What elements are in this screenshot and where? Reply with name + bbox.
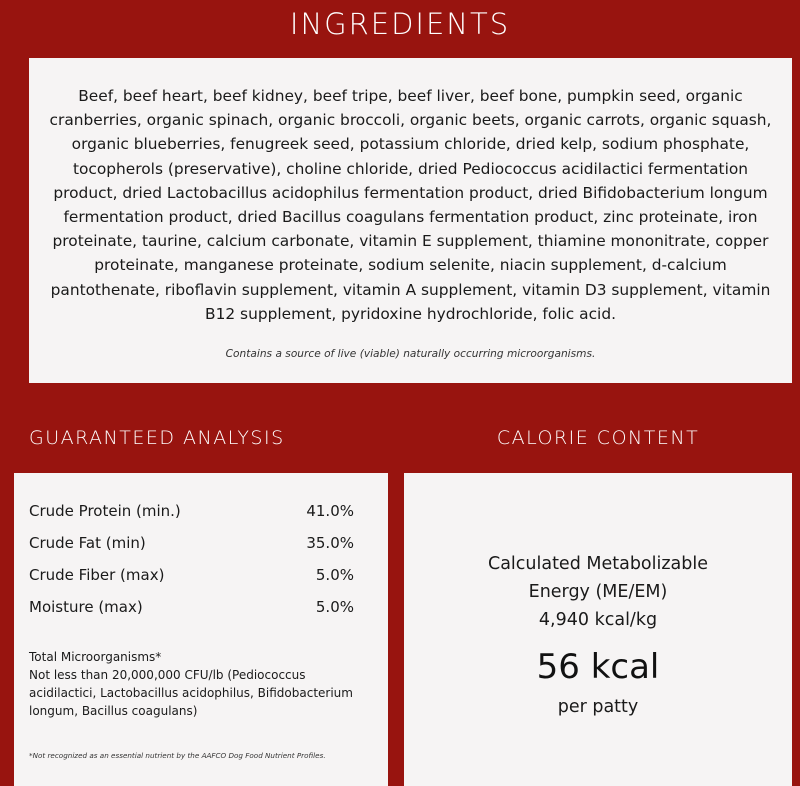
analysis-label: Crude Fat (min)	[29, 534, 146, 552]
analysis-row-protein	[29, 499, 354, 523]
calorie-content-heading: CALORIE CONTENT	[496, 427, 700, 449]
analysis-value: 5.0%	[315, 598, 354, 616]
analysis-value: 41.0%	[306, 502, 354, 520]
ingredients-panel	[29, 58, 792, 383]
guaranteed-analysis-panel	[14, 473, 388, 786]
energy-value: 4,940 kcal/kg	[538, 610, 658, 630]
per-patty-label: per patty	[557, 697, 639, 717]
energy-line-1: Calculated Metabolizable	[487, 554, 709, 574]
ingredients-heading: INGREDIENTS	[289, 7, 511, 41]
analysis-label: Crude Fiber (max)	[29, 566, 165, 584]
analysis-label: Moisture (max)	[29, 598, 143, 616]
analysis-row-moisture	[29, 595, 354, 619]
aafco-footnote: *Not recognized as an essential nutrient by the AAFCO Dog Food Nutrient Profiles.	[29, 751, 326, 760]
calorie-content-panel	[404, 473, 792, 786]
analysis-row-fat	[29, 531, 354, 555]
energy-line-2: Energy (ME/EM)	[528, 582, 668, 602]
microorganism-note: Contains a source of live (viable) naturally occurring microorganisms.	[225, 348, 596, 360]
metabolizable-energy-label	[404, 550, 792, 634]
microorganisms-text: Not less than 20,000,000 CFU/lb (Pediococcus acidilactici, Lactobacillus acidophilus, Bifidobacterium longum, Bacillus coagulans)	[29, 668, 353, 718]
microorganisms-block	[29, 648, 374, 720]
kcal-per-patty-value: 56 kcal	[536, 647, 660, 687]
analysis-value: 35.0%	[306, 534, 354, 552]
analysis-row-fiber	[29, 563, 354, 587]
microorganisms-title: Total Microorganisms*	[29, 650, 162, 664]
analysis-label: Crude Protein (min.)	[29, 502, 181, 520]
guaranteed-analysis-heading: GUARANTEED ANALYSIS	[29, 427, 285, 449]
analysis-value: 5.0%	[315, 566, 354, 584]
ingredients-list: Beef, beef heart, beef kidney, beef tripe, beef liver, beef bone, pumpkin seed, organic cranberries, organic spinach, organic broccoli, organic beets, organic carrots, organic squash, organic blueberries, fenugreek seed, potassium chloride, dried kelp, sodium phosphate, tocopherols (preservative), choline chloride, dried Pediococcus acidilactici fermentation product, dried Lactobacillus acidophilus fermentation product, dried Bifidobacterium longum fermentation product, dried Bacillus coagulans fermentation product, zinc proteinate, iron proteinate, taurine, calcium carbonate, vitamin E supplement, thiamine mononitrate, copper proteinate, manganese proteinate, sodium selenite, niacin supplement, d-calcium pantothenate, riboflavin supplement, vitamin A supplement, vitamin D3 supplement, vitamin B12 supplement, pyridoxine hydrochloride, folic acid.	[49, 87, 772, 323]
